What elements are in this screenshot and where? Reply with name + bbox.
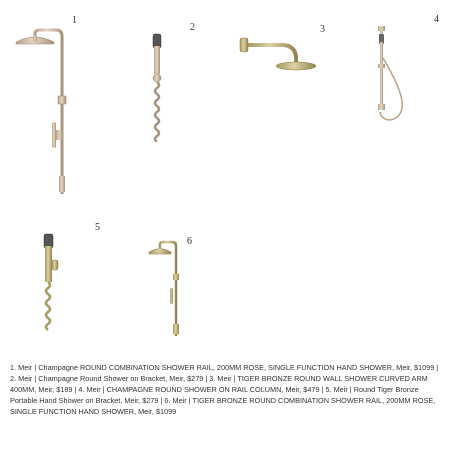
product-list-caption: 1. Meir | Champagne ROUND COMBINATION SHOWER RAIL, 200MM ROSE, SINGLE FUNCTION HAND SHOWER, Meir, $1099 | 2. Meir | Champagne Round Shower on Bracket, Meir, $279 | 3. Meir | TIGER BRONZE ROUND WALL SHOWER CURVED ARM 400MM, Meir, $189 | 4. Meir | CHAMPAGNE ROUND SHOWER ON RAIL COLUMN, Meir, $479 | 5. Meir | Round Tiger Bronze Portable Hand Shower on Bracket, Meir, $279 | 6. Meir | TIGER BRONZE ROUND COMBINATION SHOWER RAIL, 200MM ROSE, SINGLE FUNCTION HAND SHOWER, Meir, $1099 <box>10 363 439 416</box>
item-number-5: 5 <box>95 222 100 233</box>
portable-hand-shower-tiger-bronze <box>30 230 70 340</box>
combination-shower-rail-champagne <box>10 26 70 196</box>
combination-shower-rail-tiger-bronze <box>146 240 186 340</box>
item-number-4: 4 <box>434 14 439 25</box>
item-number-2: 2 <box>190 22 195 33</box>
shower-on-rail-column-champagne <box>370 24 420 134</box>
item-number-3: 3 <box>320 24 325 35</box>
item-number-6: 6 <box>187 236 192 247</box>
item-number-1: 1 <box>72 15 77 26</box>
wall-shower-curved-arm-tiger-bronze <box>238 26 318 76</box>
shower-on-bracket-champagne <box>142 32 172 142</box>
